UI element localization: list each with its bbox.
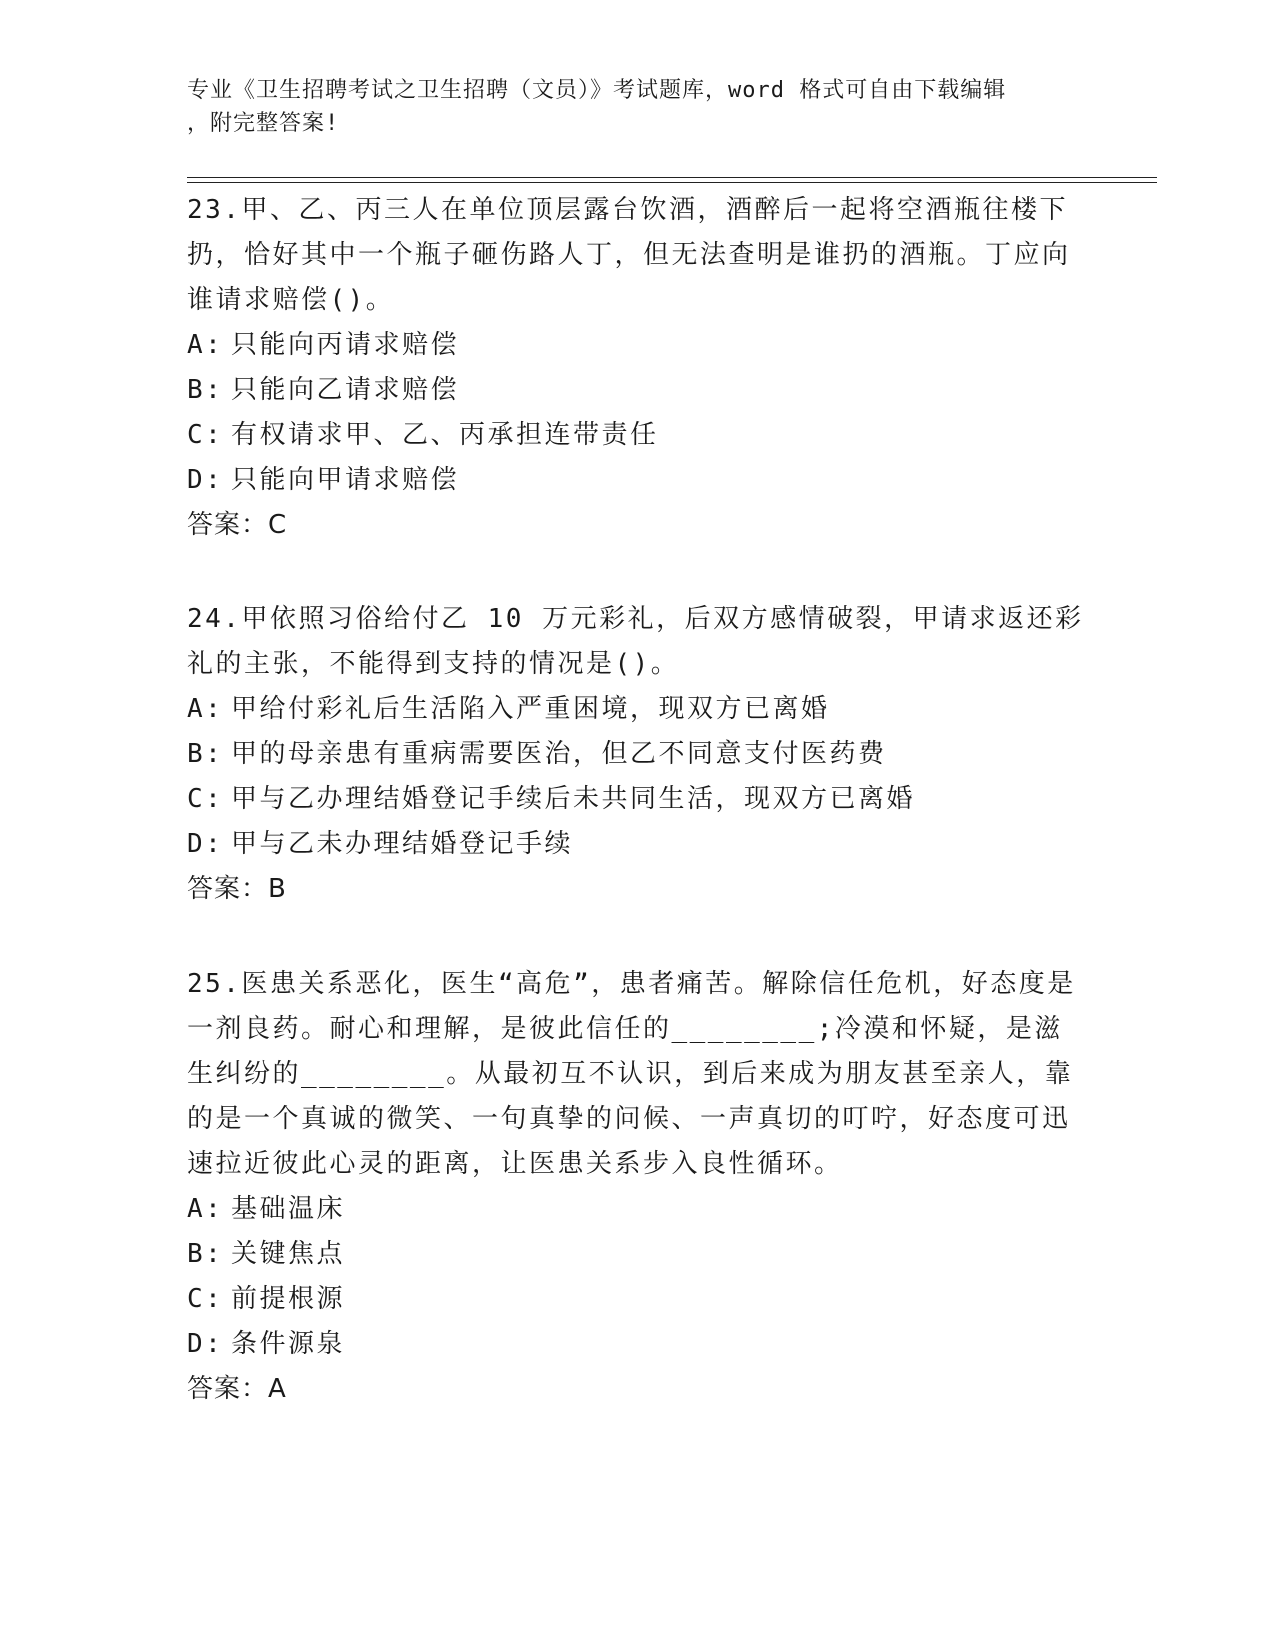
- document-header: [187, 74, 1067, 140]
- option-key: C:: [187, 784, 224, 814]
- question-23: [187, 188, 1087, 548]
- option-c: [187, 777, 1087, 822]
- header-line-1: 专业《卫生招聘考试之卫生招聘（文员）》考试题库，word 格式可自由下载编辑: [187, 78, 1007, 103]
- option-key: B:: [187, 375, 224, 405]
- option-d: [187, 1322, 1087, 1367]
- option-text: 甲给付彩礼后生活陷入严重困境，现双方已离婚: [231, 694, 830, 724]
- option-a: [187, 687, 1087, 732]
- option-text: 只能向甲请求赔偿: [231, 465, 460, 495]
- option-key: A:: [187, 1194, 224, 1224]
- option-key: D:: [187, 1329, 224, 1359]
- option-d: [187, 458, 1087, 503]
- option-text: 甲与乙办理结婚登记手续后未共同生活，现双方已离婚: [231, 784, 916, 814]
- option-c: [187, 1277, 1087, 1322]
- option-text: 有权请求甲、乙、丙承担连带责任: [231, 420, 659, 450]
- option-text: 甲与乙未办理结婚登记手续: [231, 829, 574, 859]
- option-key: C:: [187, 1284, 224, 1314]
- option-a: [187, 323, 1087, 368]
- option-key: D:: [187, 465, 224, 495]
- option-b: [187, 368, 1087, 413]
- option-key: A:: [187, 694, 224, 724]
- option-text: 只能向丙请求赔偿: [231, 330, 460, 360]
- option-text: 关键焦点: [231, 1239, 346, 1269]
- question-stem: 24.甲依照习俗给付乙 10 万元彩礼，后双方感情破裂，甲请求返还彩礼的主张，不能得到支持的情况是()。: [187, 604, 1084, 679]
- answer-line: 答案：C: [187, 510, 288, 540]
- question-25: [187, 962, 1087, 1412]
- option-b: [187, 1232, 1087, 1277]
- option-b: [187, 732, 1087, 777]
- answer-line: 答案：A: [187, 1374, 287, 1404]
- option-d: [187, 822, 1087, 867]
- option-key: C:: [187, 420, 224, 450]
- option-text: 甲的母亲患有重病需要医治，但乙不同意支付医药费: [231, 739, 887, 769]
- option-key: B:: [187, 739, 224, 769]
- option-text: 条件源泉: [231, 1329, 346, 1359]
- option-key: D:: [187, 829, 224, 859]
- answer-line: 答案：B: [187, 874, 287, 904]
- option-text: 前提根源: [231, 1284, 346, 1314]
- option-key: B:: [187, 1239, 224, 1269]
- header-divider-top: [187, 177, 1157, 178]
- option-a: [187, 1187, 1087, 1232]
- option-text: 基础温床: [231, 1194, 346, 1224]
- header-line-2: ，附完整答案!: [187, 111, 340, 136]
- question-24: [187, 597, 1087, 912]
- question-stem: 23.甲、乙、丙三人在单位顶层露台饮酒，酒醉后一起将空酒瓶往楼下扔，恰好其中一个瓶子砸伤路人丁，但无法查明是谁扔的酒瓶。丁应向谁请求赔偿()。: [187, 195, 1071, 315]
- header-divider-bottom: [187, 182, 1157, 183]
- question-stem: 25.医患关系恶化，医生“高危”，患者痛苦。解除信任危机，好态度是一剂良药。耐心和理解，是彼此信任的________;冷漠和怀疑，是滋生纠纷的________。从最初互不认识，到后来成为朋友甚至亲人，靠的是一个真诚的微笑、一句真挚的问候、一声真切的叮咛，好态度可迅速拉近彼此心灵的距离，让医患关系步入良性循环。: [187, 969, 1076, 1179]
- option-text: 只能向乙请求赔偿: [231, 375, 460, 405]
- option-c: [187, 413, 1087, 458]
- option-key: A:: [187, 330, 224, 360]
